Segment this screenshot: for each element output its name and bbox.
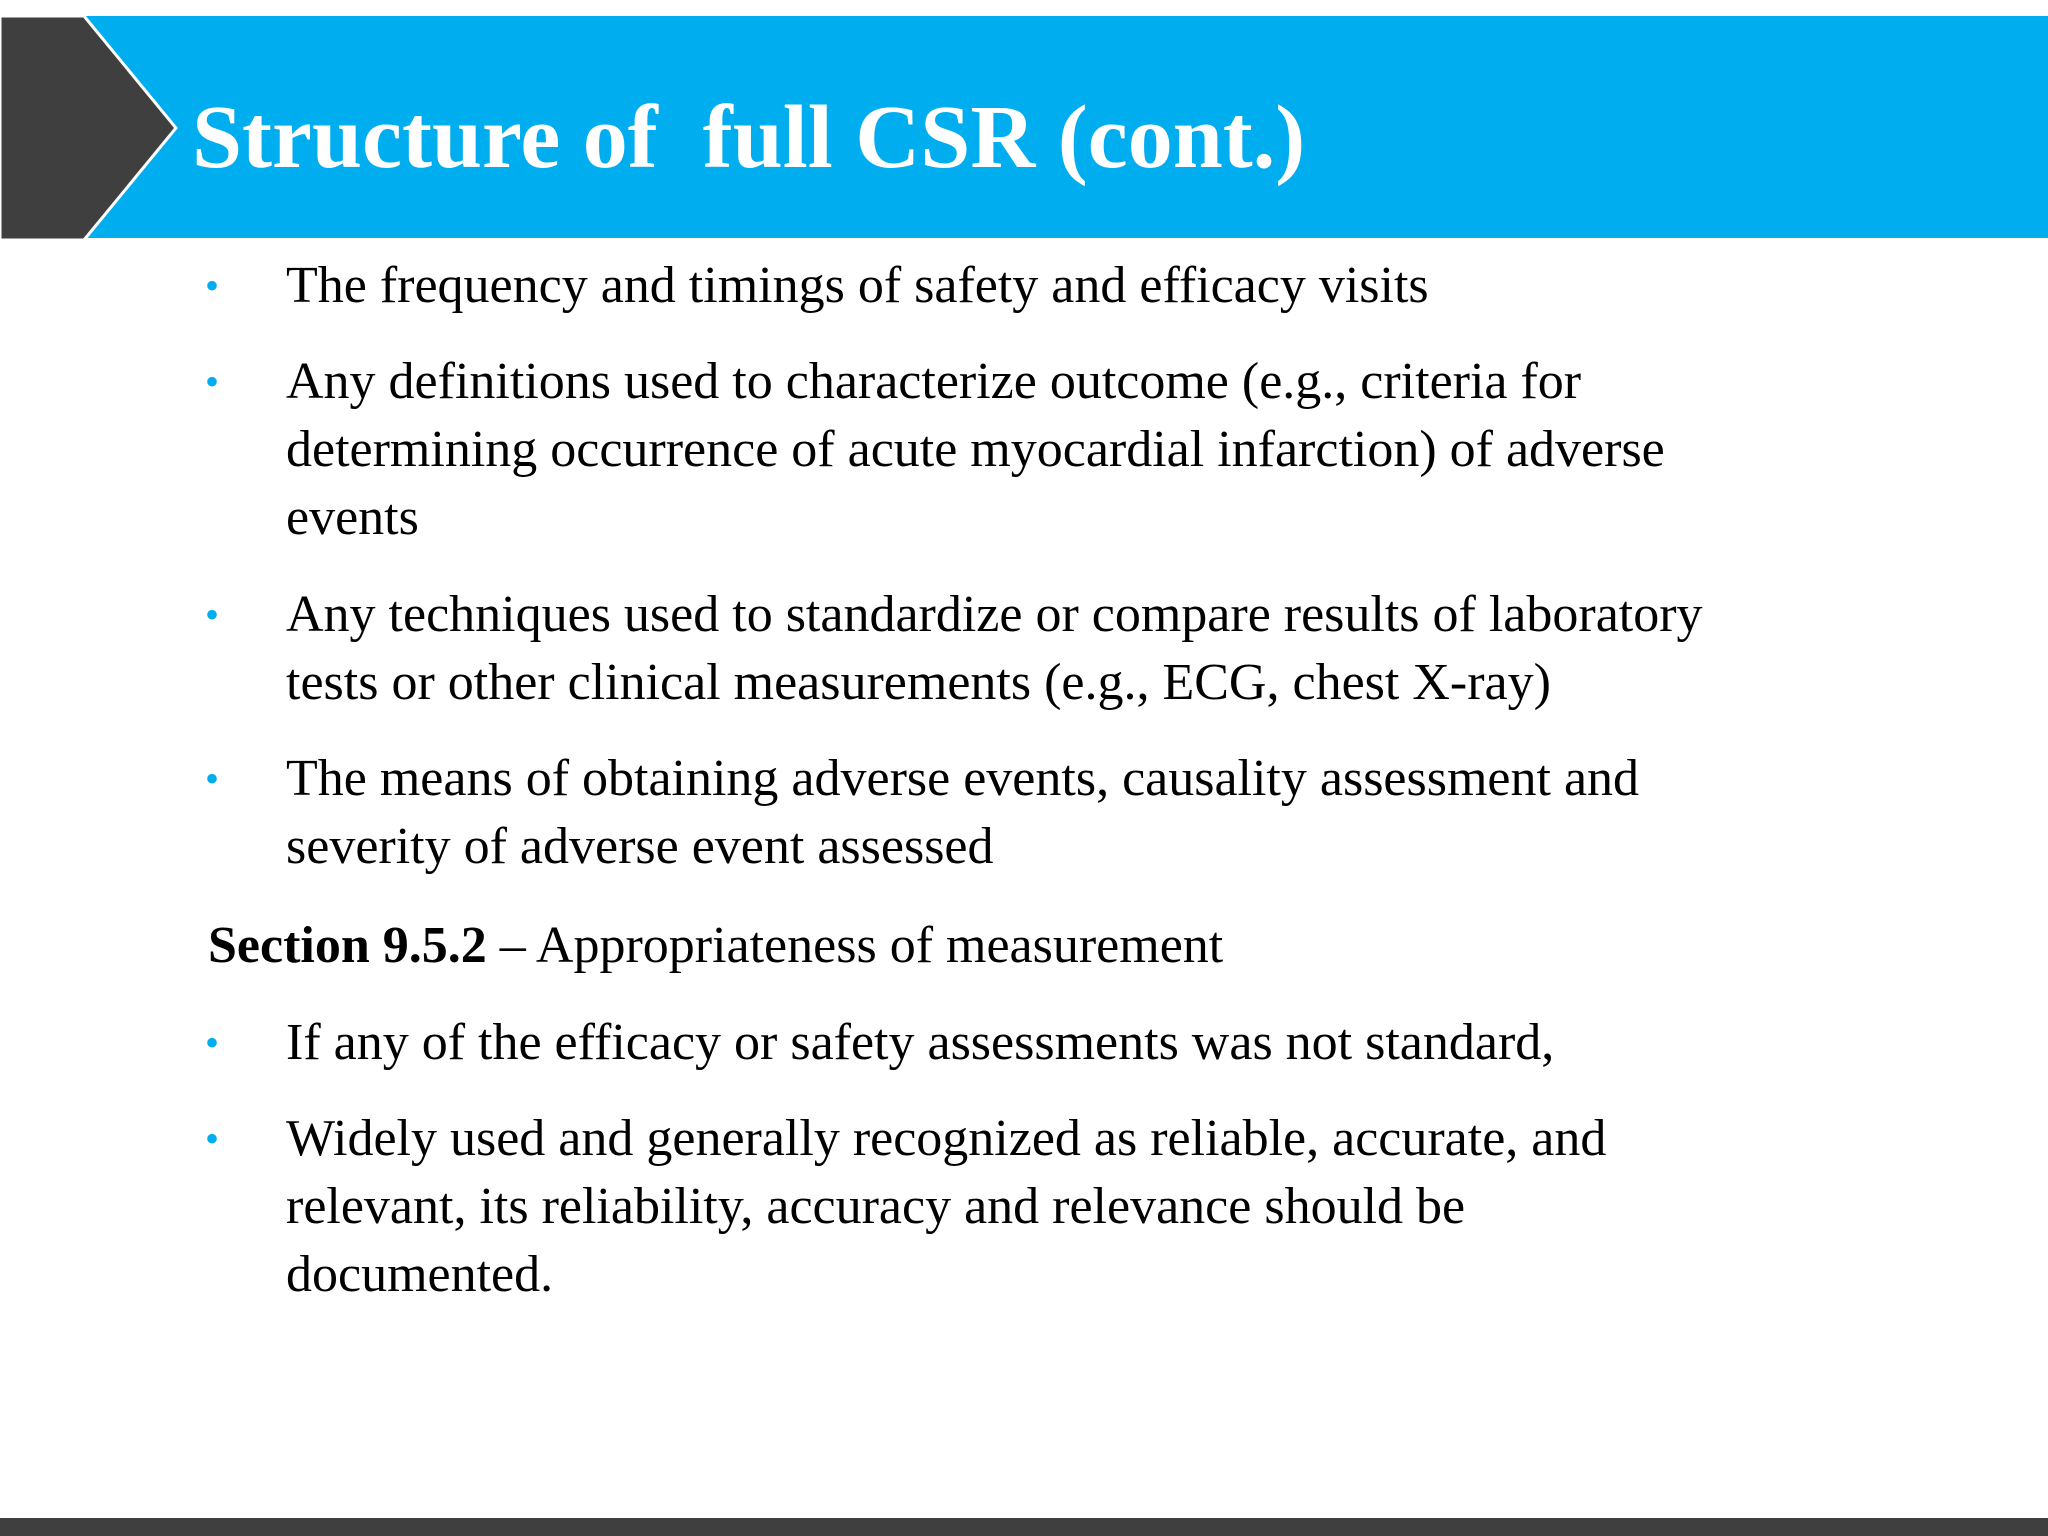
section-title: – Appropriateness of measurement (486, 917, 1224, 974)
section-heading (208, 912, 1908, 980)
bullet-icon: • (205, 1116, 220, 1161)
bullet-item-reliability-documentation: Widely used and generally recognized as reliable, accurate, and relevant, its reliability, accuracy and relevance should be documented. (286, 1110, 1607, 1303)
bullet-icon: • (205, 756, 220, 801)
bullet-item-adverse-events: The means of obtaining adverse events, causality assessment and severity of adverse event assessed (286, 750, 1640, 875)
section-number: Section 9.5.2 (208, 917, 487, 974)
bullet-icon: • (205, 263, 220, 308)
bullet-icon: • (205, 592, 220, 637)
bullet-item-outcome-definitions: Any definitions used to characterize outcome (e.g., criteria for determining occurrence of acute myocardial infarction) of adverse events (286, 353, 1665, 546)
footer-bar (0, 1518, 2048, 1536)
bullet-item-standardization-techniques: Any techniques used to standardize or compare results of laboratory tests or other clinical measurements (e.g., ECG, chest X-ray) (286, 586, 1703, 711)
bullet-icon: • (205, 1020, 220, 1065)
bullet-icon: • (205, 359, 220, 404)
slide-title: Structure of full CSR (cont.) (192, 88, 1306, 187)
bullet-item-non-standard-assessments: If any of the efficacy or safety assessments was not standard, (286, 1014, 1555, 1071)
bullet-item-visit-timing: The frequency and timings of safety and efficacy visits (286, 257, 1429, 314)
